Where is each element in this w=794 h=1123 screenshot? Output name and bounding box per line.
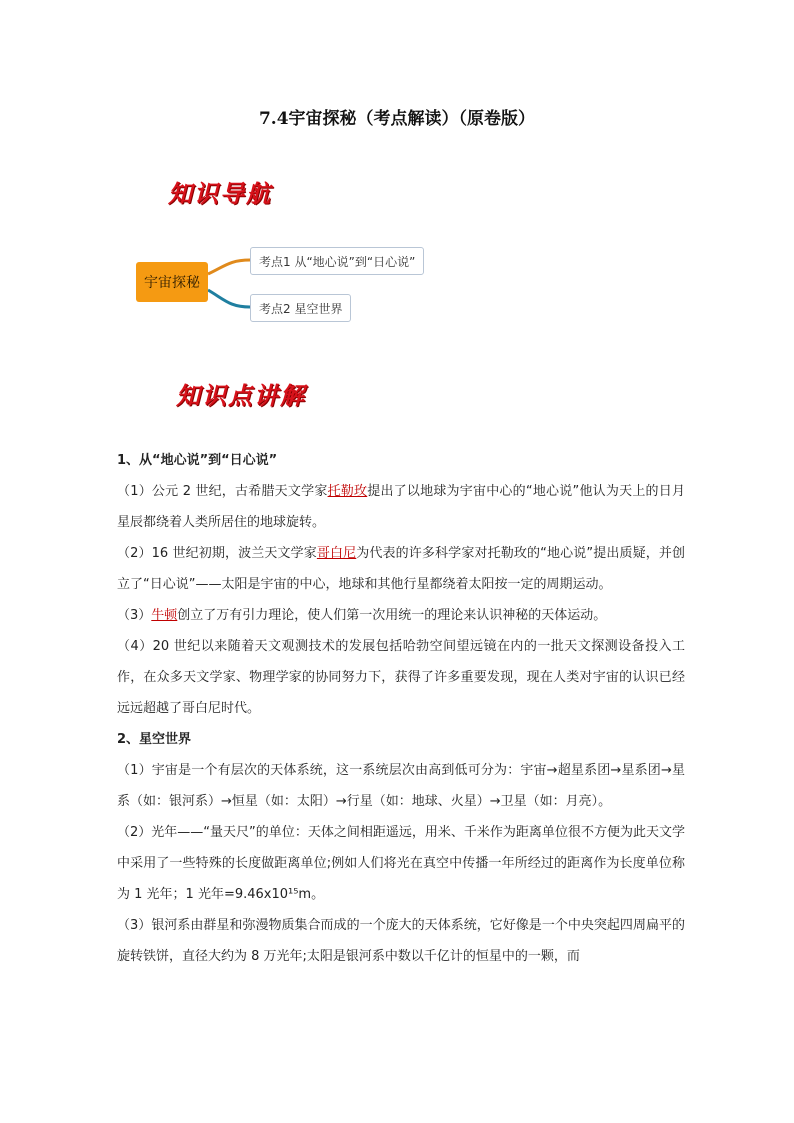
paragraph-2-3: （3）银河系由群星和弥漫物质集合而成的一个庞大的天体系统，它好像是一个中央突起四周扁平的旋转铁饼，直径大约为 8 万光年;太阳是银河系中数以千亿计的恒星中的一颗，而 — [117, 918, 685, 964]
highlight-name: 哥白尼 — [316, 546, 357, 561]
section-heading-2: 2、星空世界 — [117, 732, 192, 747]
paragraph-1-4: （4）20 世纪以来随着天文观测技术的发展包括哈勃空间望远镜在内的一批天文探测设备投入工作，在众多天文学家、物理学家的协同努力下，获得了许多重要发现，现在人类对宇宙的认识已经远远超越了哥白尼时代。 — [117, 639, 685, 716]
mind-map-root: 宇宙探秘 — [136, 262, 208, 302]
knowledge-nav-banner: 知识导航 — [168, 179, 272, 208]
knowledge-explain-banner: 知识点讲解 — [176, 381, 306, 410]
section-heading-1: 1、从“地心说”到“日心说” — [117, 453, 278, 468]
paragraph-2-1: （1）宇宙是一个有层次的天体系统，这一系统层次由高到低可分为：宇宙→超星系团→星系团→星系（如：银河系）→恒星（如：太阳）→行星（如：地球、火星）→卫星（如：月亮）。 — [117, 763, 685, 809]
paragraph-1-2: （2）16 世纪初期，波兰天文学家哥白尼为代表的许多科学家对托勒玫的“地心说”提出质疑，并创立了“日心说”——太阳是宇宙的中心，地球和其他行星都绕着太阳按一定的周期运动。 — [117, 546, 685, 592]
paragraph-1-3: （3）牛顿创立了万有引力理论，使人们第一次用统一的理论来认识神秘的天体运动。 — [117, 608, 607, 623]
mind-map-node-1: 考点1 从“地心说”到“日心说” — [250, 247, 424, 275]
page-title: 7.4宇宙探秘（考点解读）（原卷版） — [258, 109, 536, 129]
highlight-name: 牛顿 — [151, 608, 178, 623]
branch-connector-top — [208, 260, 250, 274]
document-body — [117, 445, 685, 972]
paragraph-1-1: （1）公元 2 世纪，古希腊天文学家托勒玫提出了以地球为宇宙中心的“地心说”他认为天上的日月星辰都绕着人类所居住的地球旋转。 — [117, 484, 685, 530]
mind-map-node-2: 考点2 星空世界 — [250, 294, 351, 322]
paragraph-2-2: （2）光年——“量天尺”的单位：天体之间相距遥远，用米、千米作为距离单位很不方便为此天文学中采用了一些特殊的长度做距离单位;例如人们将光在真空中传播一年所经过的距离作为长度单位称为 1 光年；1 光年=9.46x10¹⁵m。 — [117, 825, 685, 902]
branch-connector-bottom — [208, 290, 250, 307]
highlight-name: 托勒玫 — [327, 484, 368, 499]
mind-map — [130, 238, 450, 328]
